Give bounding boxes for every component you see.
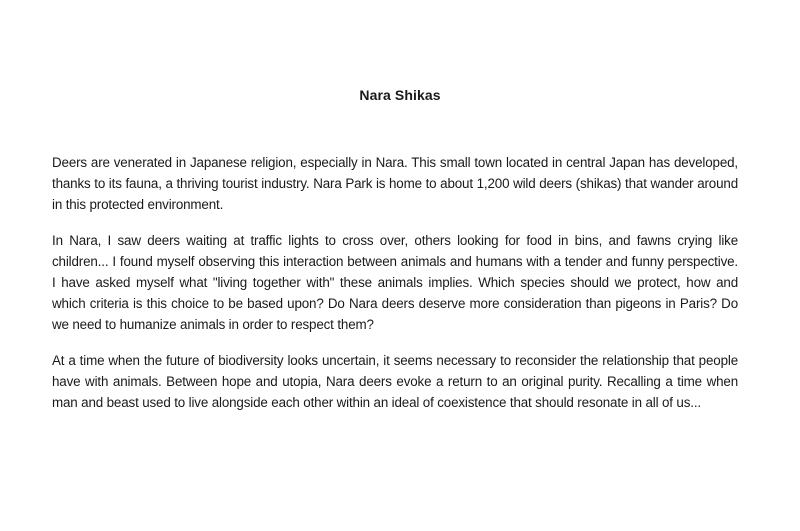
paragraph-3: At a time when the future of biodiversity looks uncertain, it seems necessary to reconsider the relationship that people have with animals. Between hope and utopia, Nara deers evoke a return to an original purity. Recalling a time when man and beast used to live alongside each other within an ideal of coexistence that should resonate in all of us... xyxy=(52,353,738,410)
paragraph-2: In Nara, I saw deers waiting at traffic lights to cross over, others looking for food in bins, and fawns crying like children... I found myself observing this interaction between animals and humans with a tender and funny perspective. I have asked myself what "living together with" these animals implies. Which species should we protect, how and which criteria is this choice to be based upon? Do Nara deers deserve more consideration than pigeons in Paris? Do we need to humanize animals in order to respect them? xyxy=(52,233,738,332)
paragraph-1: Deers are venerated in Japanese religion, especially in Nara. This small town located in central Japan has developed, thanks to its fauna, a thriving tourist industry. Nara Park is home to about 1,200 wild deers (shikas) that wander around in this protected environment. xyxy=(52,155,738,212)
document-body xyxy=(52,152,738,428)
document-title: Nara Shikas xyxy=(359,87,441,103)
